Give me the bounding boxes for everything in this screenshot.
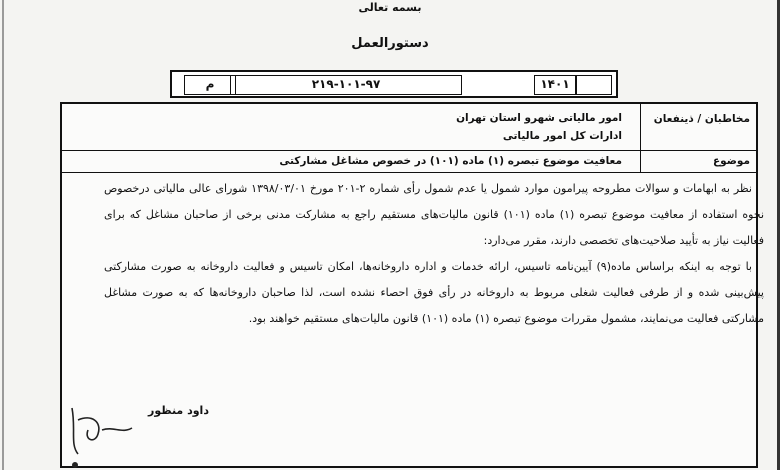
addressees-label: مخاطبان / ذینفعان xyxy=(653,113,750,125)
addressee-line-2: ادارات کل امور مالیاتی xyxy=(502,130,622,142)
code-cell: م xyxy=(184,75,236,95)
empty-cell xyxy=(576,75,612,95)
signer-name: داود منظور xyxy=(148,404,209,417)
subject-text: معافیت موضوع تبصره (۱) ماده (۱۰۱) در خصوص مشاغل مشارکتی xyxy=(279,155,622,167)
label-column-divider xyxy=(640,104,641,172)
document-number-cell: ۲۱۹-۱۰۱-۹۷ xyxy=(230,75,462,95)
year-cell: ۱۴۰۱ xyxy=(534,75,576,95)
page-left-edge xyxy=(2,0,4,470)
document-number-row xyxy=(170,70,618,98)
stamp-dot xyxy=(72,462,78,468)
body-paragraph-1: نظر به ابهامات و سوالات مطروحه پیرامون موارد شمول یا عدم شمول رأی شماره ۲-۲۰۱ مورخ ۱۳۹۸/۰۳/۰۱ شورای عالی مالیاتی درخصوص نحوه استفاده از معافیت موضوع تبصره (۱) ماده (۱۰۱) قانون مالیات‌های مستقیم راجع به مشارکت مدنی برخی از صاحبان مشاغل که برای فعالیت نیاز به تأیید صلاحیت‌های تخصصی دارند، مقرر می‌دارد: xyxy=(104,182,765,247)
addressee-line-1: امور مالیاتی شهرو استان تهران xyxy=(456,112,622,124)
basmala-heading: بسمه تعالی xyxy=(358,1,422,14)
divider-subject xyxy=(62,172,756,173)
instruction-body xyxy=(104,176,764,332)
body-paragraph-2: با توجه به اینکه براساس ماده(۹) آیین‌نامه تاسیس، ارائه خدمات و اداره داروخانه‌ها، امکان تاسیس و فعالیت داروخانه به صورت مشارکتی پیش‌بینی شده و از طرفی فعالیت شغلی مربوط به داروخانه در رأی فوق احصاء نشده است، لذا صاحبان داروخانه‌ها که به صورت مشاغل مشارکتی فعالیت می‌نمایند، مشمول مقررات موضوع تبصره (۱) ماده (۱۰۱) قانون مالیات‌های مستقیم خواهند بود. xyxy=(104,260,764,325)
subject-label: موضوع xyxy=(713,155,750,167)
document-title: دستورالعمل xyxy=(351,36,429,51)
divider-addressees xyxy=(62,150,756,151)
